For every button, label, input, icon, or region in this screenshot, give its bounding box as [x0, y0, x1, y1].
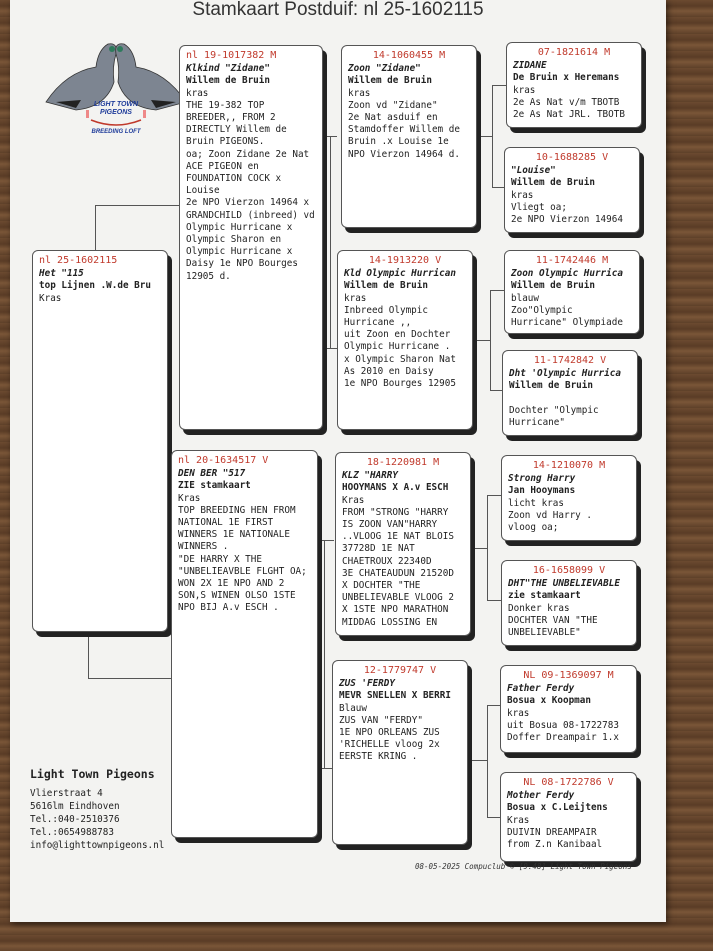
owner: Jan Hooymans — [508, 485, 576, 497]
description: kras uit Bosua 08-1722783 Doffer Dreampair 1.x — [507, 707, 619, 744]
great-grandparent-card-8[interactable] — [500, 772, 637, 862]
pigeon-name: Het "115 — [39, 268, 84, 280]
owner: De Bruin x Heremans — [513, 72, 620, 84]
contact-block — [30, 768, 164, 852]
ring-number: 07-1821614 M — [537, 47, 611, 58]
great-grandparent-card-4[interactable] — [502, 350, 638, 436]
connector — [492, 85, 506, 86]
owner: Willem de Bruin — [344, 280, 428, 292]
pigeon-name: Zoon Olympic Hurrica — [511, 268, 623, 280]
ring-number: 14-1210070 M — [532, 460, 606, 471]
great-grandparent-card-6[interactable] — [501, 560, 637, 646]
connector — [473, 548, 487, 549]
pigeon-name: ZIDANE — [513, 60, 547, 72]
great-grandparent-card-1[interactable] — [506, 42, 642, 128]
print-credit: 08-05-2025 Compuclub © [9.48] Light Town Pigeons — [415, 862, 632, 871]
description: Kras FROM "STRONG "HARRY IS ZOON VAN"HARRY ..VLOOG 1E NAT BLOIS 37728D 1E NAT CHAETROUX 22340D 3E CHATEAUDUN 21520D X DOCHTER "THE UNBELIEVABLE VLOOG 2 X 1STE NPO MARATHON MIDDAG LOSSING EN — [342, 494, 454, 628]
connector — [487, 817, 501, 818]
page-title: Stamkaart Postduif: nl 25-1602115 — [192, 0, 484, 20]
connector — [324, 540, 325, 768]
pigeon-name: Strong Harry — [508, 473, 576, 485]
ring-number: 11-1742446 M — [535, 255, 609, 266]
logo-line1: LIGHT TOWN — [93, 101, 139, 108]
description: licht kras Zoon vd Harry . vloog oa; — [508, 497, 592, 534]
logo-line2: PIGEONS — [100, 109, 132, 116]
mother-card[interactable] — [171, 450, 318, 838]
connector — [88, 678, 171, 679]
connector — [487, 495, 488, 600]
owner: Willem de Bruin — [511, 280, 595, 292]
pigeon-name: Dht 'Olympic Hurrica — [509, 368, 621, 380]
ring-number: NL 09-1369097 M — [523, 670, 614, 681]
phone: Tel.:040-2510376 — [30, 814, 120, 825]
grandmother-paternal-card[interactable] — [337, 250, 473, 430]
ring-number: 16-1658099 V — [532, 565, 606, 576]
connector — [95, 205, 179, 206]
ring-number: 14-1060455 M — [372, 50, 446, 61]
description: Donker kras DOCHTER VAN "THE UNBELIEVABLE" — [508, 602, 598, 639]
connector — [95, 205, 96, 250]
pigeon-name: Zoon "Zidane" — [348, 63, 421, 75]
great-grandparent-card-7[interactable] — [500, 665, 637, 753]
ring-number: 14-1913220 V — [368, 255, 442, 266]
owner: Bosua x C.Leijtens — [507, 802, 608, 814]
owner: Willem de Bruin — [509, 380, 593, 392]
connector — [490, 290, 491, 390]
owner: Willem de Bruin — [348, 75, 432, 87]
address-city: 5616lm Eindhoven — [30, 801, 120, 812]
owner: HOOYMANS X A.v ESCH — [342, 482, 449, 494]
description: kras 2e As Nat v/m TBOTB 2e As Nat JRL. TBOTB — [513, 84, 625, 121]
connector — [476, 340, 490, 341]
owner: Willem de Bruin — [186, 75, 270, 87]
description: Dochter "Olympic Hurricane" — [509, 404, 599, 429]
pigeon-name: KLZ "HARRY — [342, 470, 398, 482]
ring-number: 10-1688285 V — [535, 152, 609, 163]
connector — [487, 600, 501, 601]
ring-number: nl 19-1017382 M — [186, 50, 277, 61]
description: kras THE 19-382 TOP BREEDER,, FROM 2 DIRECTLY Willem de Bruin PIGEONS. oa; Zoon Zidane 2e Nat ACE PIGEON en FOUNDATION COCK x Louise 2e NPO Vierzon 14964 x GRANDCHILD (inbreed) vd Olympic Hurricane x Olympic Sharon en Olympic Hurricane x Daisy 1e NPO Bourges 12905 d. — [186, 87, 315, 282]
father-card[interactable] — [179, 45, 323, 430]
owner: MEVR SNELLEN X BERRI — [339, 690, 451, 702]
owner: zie stamkaart — [508, 590, 581, 602]
great-grandparent-card-3[interactable] — [504, 250, 640, 334]
connector — [487, 705, 488, 817]
connector — [487, 495, 501, 496]
connector — [472, 760, 487, 761]
pigeon-name: "Louise" — [511, 165, 556, 177]
connector — [323, 136, 337, 137]
pigeon-name: DHT"THE UNBELIEVABLE — [508, 578, 620, 590]
ring-number: 11-1742842 V — [533, 355, 607, 366]
connector — [323, 348, 337, 349]
pigeon-logo-icon — [36, 22, 196, 137]
connector — [88, 632, 89, 678]
email: info@lighttownpigeons.nl — [30, 840, 165, 851]
owner: Willem de Bruin — [511, 177, 595, 189]
ring-number: nl 20-1634517 V — [178, 455, 269, 466]
pigeon-name: Kld Olympic Hurrican — [344, 268, 456, 280]
connector — [478, 136, 492, 137]
description: Kras TOP BREEDING HEN FROM NATIONAL 1E FIRST WINNERS 1E NATIONALE WINNERS . "DE HARRY X THE "UNBELIEAVBLE FLGHT OA; WON 2X 1E NPO AND 2 SON,S WINEN OLSO 1STE NPO BIJ A.v ESCH . — [178, 492, 307, 614]
pigeon-name: Father Ferdy — [507, 683, 575, 695]
pigeon-name: Mother Ferdy — [507, 790, 575, 802]
description: Kras DUIVIN DREAMPAIR from Z.n Kanibaal — [507, 814, 603, 851]
grandmother-maternal-card[interactable] — [332, 660, 468, 845]
connector — [490, 290, 504, 291]
pigeon-name: Klkind "Zidane" — [186, 63, 270, 75]
description: Blauw ZUS VAN "FERDY" 1E NPO ORLEANS ZUS 'RICHELLE vloog 2x EERSTE KRING . — [339, 702, 440, 763]
description: kras Vliegt oa; 2e NPO Vierzon 14964 — [511, 189, 623, 226]
loft-name: Light Town Pigeons — [30, 767, 155, 781]
great-grandparent-card-2[interactable] — [504, 147, 640, 233]
description: blauw Zoo"Olympic Hurricane" Olympiade — [511, 292, 623, 329]
pigeon-name: DEN BER "517 — [178, 468, 246, 480]
grandfather-paternal-card[interactable] — [341, 45, 477, 228]
connector — [487, 705, 501, 706]
owner: top Lijnen .W.de Bru — [39, 280, 151, 292]
connector — [492, 85, 493, 187]
grandfather-maternal-card[interactable] — [335, 452, 471, 636]
great-grandparent-card-5[interactable] — [501, 455, 637, 541]
connector — [318, 540, 334, 541]
pedigree-sheet — [10, 0, 666, 922]
mobile: Tel.:0654988783 — [30, 827, 114, 838]
owner: ZIE stamkaart — [178, 480, 251, 492]
ring-number: NL 08-1722786 V — [523, 777, 614, 788]
pigeon-name: ZUS 'FERDY — [339, 678, 395, 690]
subject-card[interactable] — [32, 250, 168, 632]
logo-line3: BREEDING LOFT — [91, 129, 141, 135]
ring-number: nl 25-1602115 — [39, 255, 118, 266]
description: kras Zoon vd "Zidane" 2e Nat asduif en Stamdoffer Willem de Bruin .x Louise 1e NPO Vierzon 14964 d. — [348, 87, 460, 160]
ring-number: 12-1779747 V — [363, 665, 437, 676]
ring-number: 18-1220981 M — [366, 457, 440, 468]
owner: Bosua x Koopman — [507, 695, 591, 707]
description: Kras — [39, 292, 62, 304]
address-street: Vlierstraat 4 — [30, 788, 103, 799]
description: kras Inbreed Olympic Hurricane ,, uit Zoon en Dochter Olympic Hurricane . x Olympic Sharon Nat As 2010 en Daisy 1e NPO Bourges 12905 — [344, 292, 456, 390]
connector — [330, 136, 331, 348]
